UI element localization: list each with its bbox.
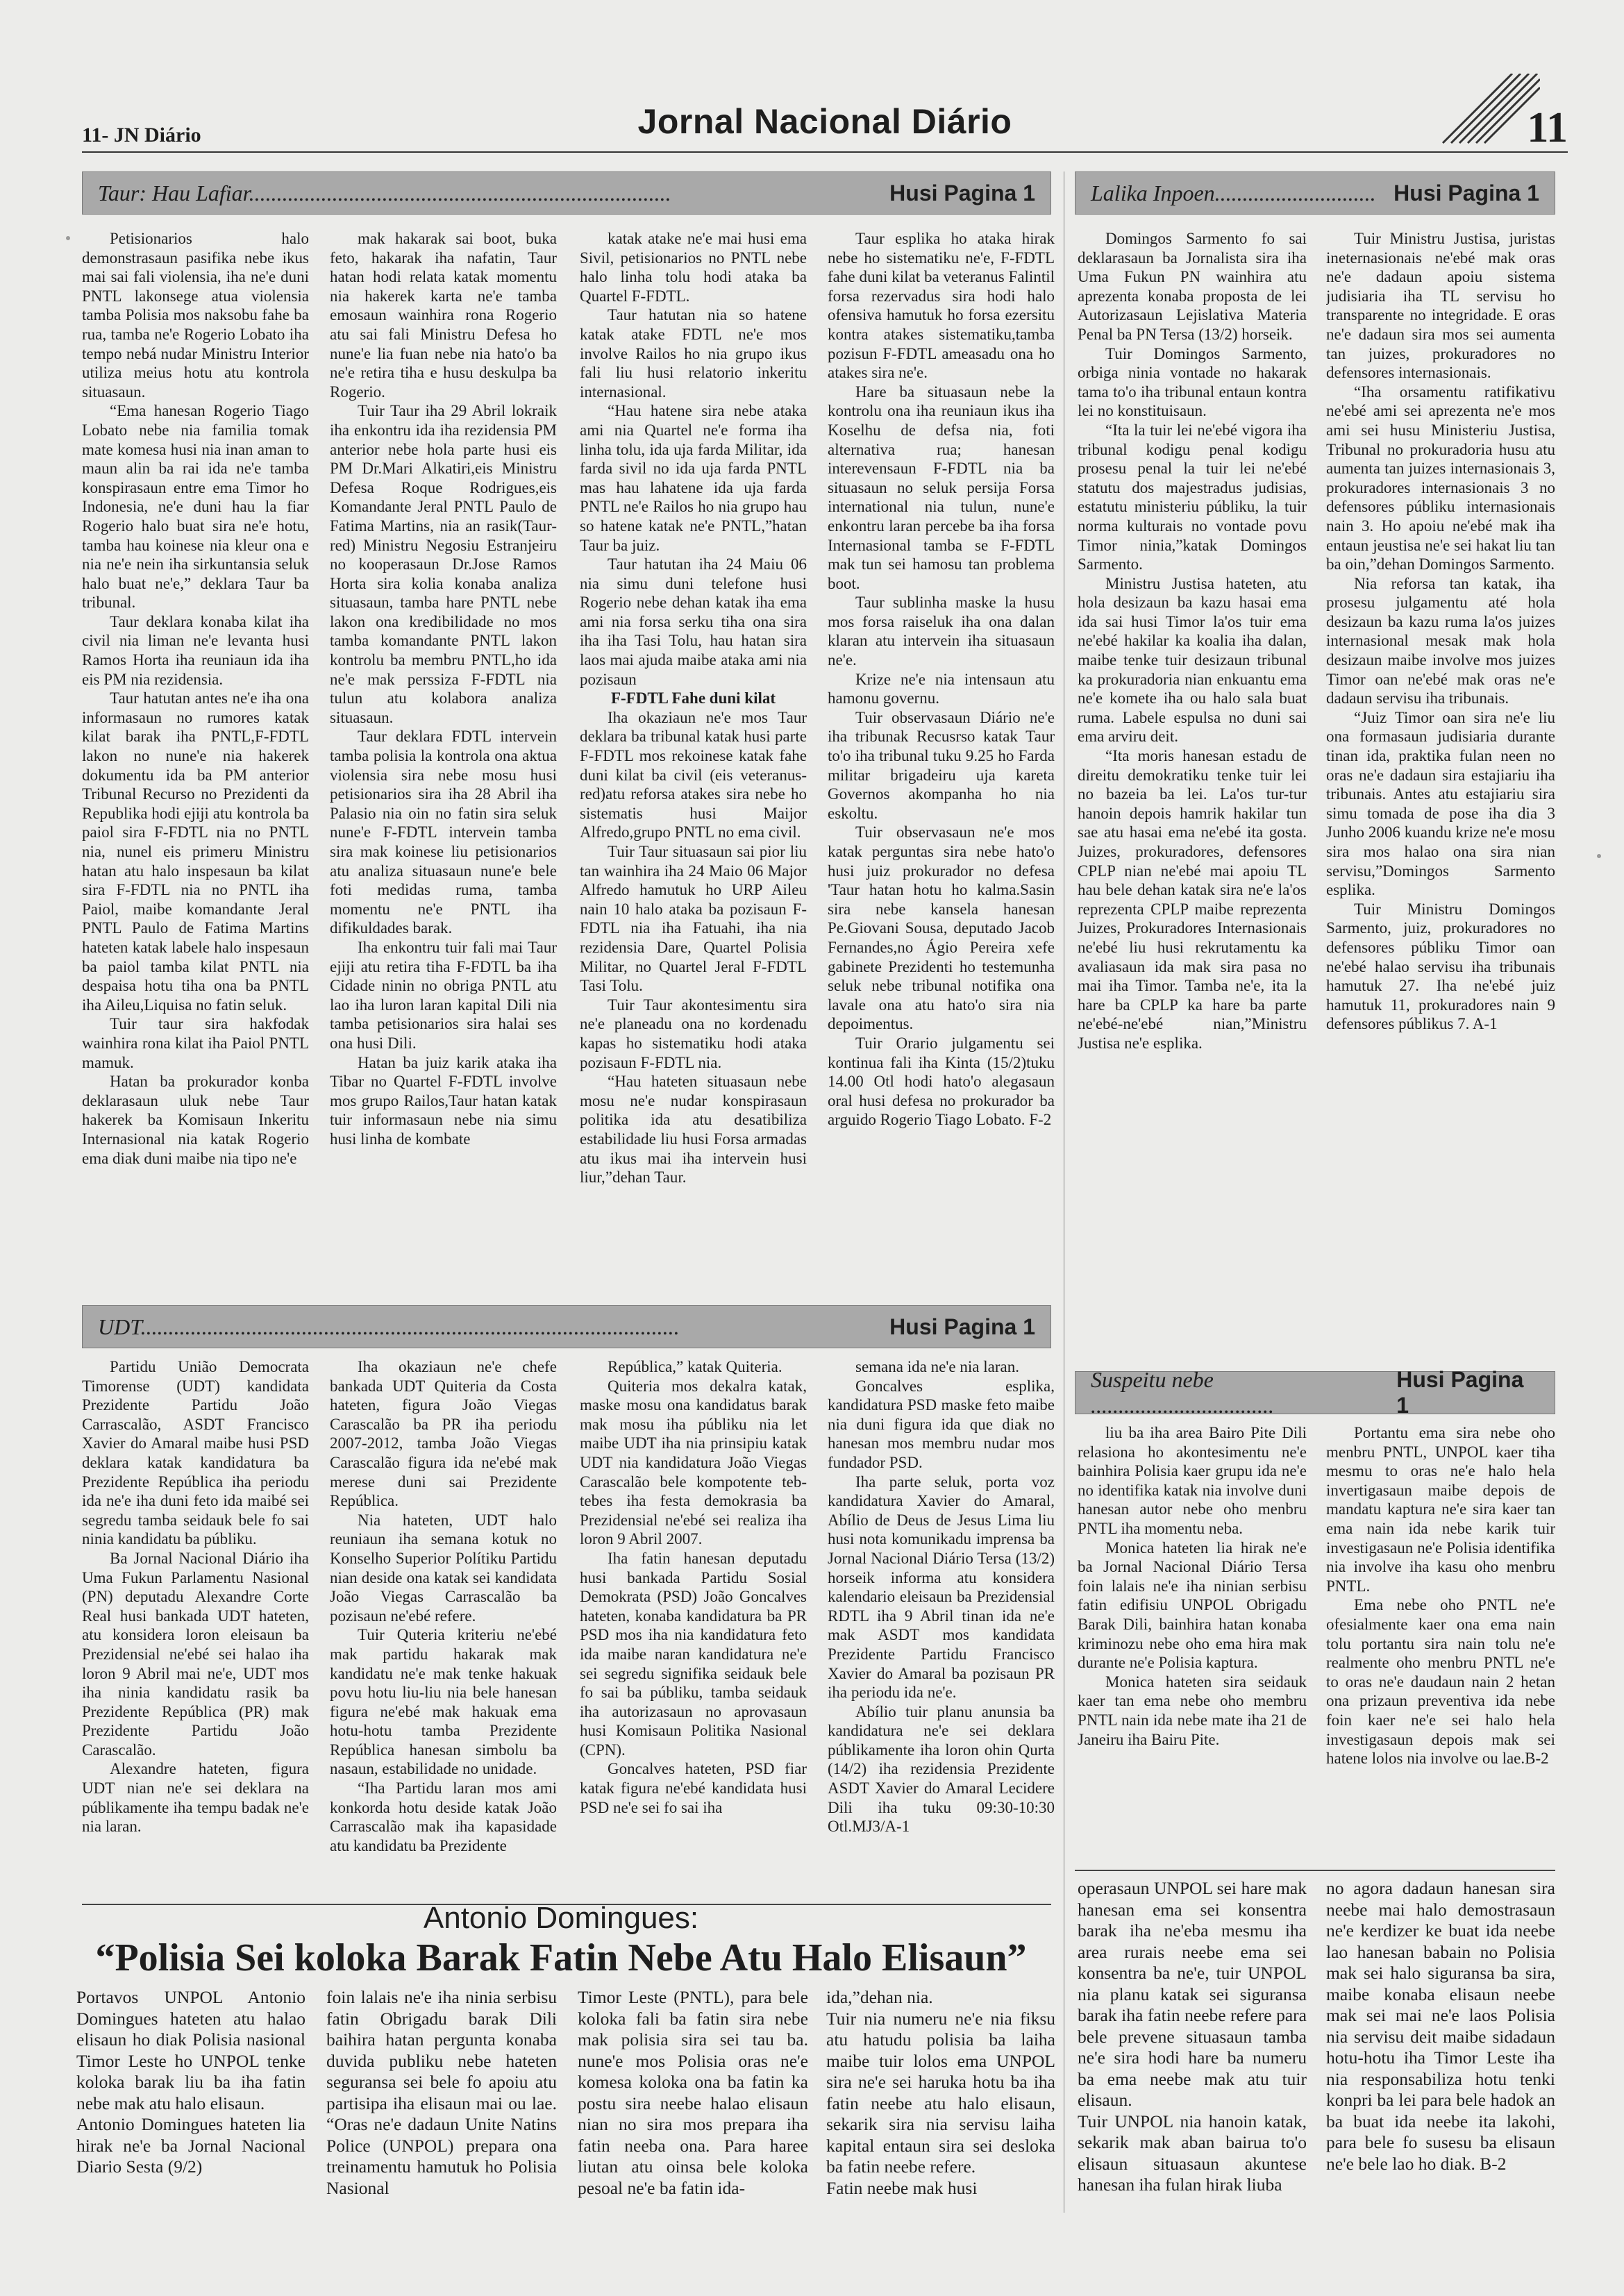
paragraph: Tuir UNPOL nia hanoin katak, sekarik mak aban bairua to'o elisaun situasaun akuntese hanesan iha fulan hirak liuba: [1078, 2111, 1307, 2195]
antonio-name: Antonio Domingues:: [423, 1901, 699, 1935]
masthead: [82, 97, 1568, 151]
paragraph: Goncalves hateten, PSD fiar katak figura ne'ebé kandidata husi PSD ne'e sei fo sai iha: [580, 1760, 807, 1816]
paragraph: Iha fatin hanesan deputadu husi bankada Partidu Sosial Demokrata (PSD) João Goncalves hateten, konaba kandidatura ba PR PSD mos iha nia kandidatura feto ida maibe naran kandidatura ne'e sei segredu signifika seidauk bele fo sai ba públiku, tamba seidauk iha autorizasaun no aprovasaun husi Komisaun Politika Nasional (CPN).: [580, 1549, 807, 1759]
paragraph: Abílio tuir planu anunsia ba kandidatura ne'e sei deklara públikamente iha loron ohin Qurta (14/2) iha rezidensia Prezidente ASDT Xavier do Amaral Lecidere Dili iha tuku 09:30-10:30 Otl.MJ3/A-1: [828, 1702, 1055, 1836]
antonio-headline: “Polisia Sei koloka Barak Fatin Nebe Atu Halo Elisaun”: [95, 1936, 1027, 1979]
paragraph: Iha okaziaun ne'e chefe bankada UDT Quiteria da Costa hateten, figura João Viegas Carascalão ba PR iha periodu 2007-2012, tamba João Viegas Carascalão figura ida ne'ebé mak merese duni sai Prezidente República.: [330, 1358, 557, 1510]
section-link-lalika: Husi Pagina 1: [1393, 180, 1539, 206]
paragraph: Krize ne'e nia intensaun atu hamonu governu.: [828, 670, 1055, 707]
paragraph: Hare ba situasaun nebe la kontrolu ona iha reuniaun ikus iha Koselhu de defsa nia, foti alternativa rua; hanesan interevensaun F-FDTL nia ba situasaun no seluk persija Forsa international nia tulun, nune'e enkontru laran percebe ba iha forsa Internasional tamba se F-FDTL mak tun sei hamosu tan problema boot.: [828, 383, 1055, 592]
paper-name: Jornal Nacional Diário: [637, 102, 1012, 141]
print-speck: [1597, 854, 1601, 858]
paragraph: Petisionarios halo demonstrasaun pasifika nebe ikus mai sai fali violensia, iha ne'e duni PNTL lakonsege atua violensia tamba Polisia mos naksobu fahe ba rua, tamba ne'e Rogerio Lobato iha tempo nebá nudar Ministru Interior utiliza meius hotu atu kontrola situasaun.: [82, 230, 309, 401]
paragraph: Iha parte seluk, porta voz kandidatura Xavier do Amaral, Abílio de Deus de Jesus Lima liu husi nota komunikadu imprensa ba Jornal Nacional Diário Tersa (13/2) horseik informa atu konsidera kalendario eleisaun ba Prezidensial RDTL iha 9 Abril tinan ida ne'e mak ASDT mos kandidata Prezidente Partidu Francisco Xavier do Amaral ba pozisaun PR iha periodu ida ne'e.: [828, 1473, 1055, 1702]
section-title-lalika: Lalika Inpoen.............................: [1091, 180, 1376, 206]
section-bar-udt: [82, 1305, 1051, 1348]
section-title-taur: Taur: Hau Lafiar............................................................................: [98, 180, 671, 206]
paragraph: foin lalais ne'e iha ninia serbisu fatin Obrigadu barak Dili baihira hatan pergunta konaba duvida publiku nebe hateten seguransa sei bele fo apoiu atu partisipa iha elisaun mai ou lae. “Oras ne'e dadaun Unite Natins Police (UNPOL) prepara ona treinamentu hamutuk ho Polisia Nasional: [326, 1987, 557, 2198]
paragraph: Timor Leste (PNTL), para bele koloka fali ba fatin sira nebe mak polisia sira sei tau ba. nune'e mos Polisia oras ne'e komesa koloka ona ba fatin ka postu sira neebe halao elisaun nian no sira mos prepara iha fatin neeba ona. Para haree liutan atu oinsa bele koloka pesoal ne'e ba fatin ida-: [578, 1987, 808, 2198]
paragraph: Nia reforsa tan katak, iha prosesu julgamentu até hola desizaun ba kazu ruma la'os juizes internasional mesak mak hola desizaun maibe involve mos juizes Timor oan ne'ebé mak oras ne'e dadaun servisu iha tribunais.: [1326, 574, 1555, 707]
paragraph: República,” katak Quiteria.: [608, 1358, 782, 1375]
paragraph: Taur esplika ho ataka hirak nebe ho sistematiku ne'e, F-FDTL fahe duni kilat ba veteranus Falintil forsa rezervadus sira hodi halo ofensiva hamutuk ho forsa ezersitu kontra atakes sistematiku,tamba pozisun F-FDTL ameasadu ona ho atakes sira ne'e.: [828, 230, 1055, 382]
section-bar-suspeitu: [1075, 1367, 1555, 1418]
paragraph: “Ita la tuir lei ne'ebé vigora iha tribunal kodigu penal kodigu prosesu penal la tuir lei ne'ebé statutu dos majestradus judisias, estatutu ministeriu públiku, la tuir norma kulturais no vontade povu Timor ninia,”katak Domingos Sarmento.: [1078, 421, 1307, 573]
paragraph: “Iha Partidu laran mos ami konkorda hotu deside katak João Carrascalão mak iha kapasidade atu kandidatu ba Prezidente: [330, 1779, 557, 1854]
taur-column-1: [82, 229, 309, 1291]
udt-column-3: [580, 1357, 807, 1899]
paragraph: Monica hateten lia hirak ne'e ba Jornal Nacional Diário Tersa foin lalais ne'e iha ninian serbisu fatin edifisiu UNPOL Obrigadu Barak Dili, bainhira hatan konaba kriminozu nebe oho ema hira mak durante ne'e Polisia kaptura.: [1078, 1539, 1307, 1672]
paragraph: Tuir Ministru Domingos Sarmento, juiz, prokuradores no defensores públiku Timor oan ne'ebé halao servisu iha tribunais hamutuk 27. Iha ne'ebé juiz hamutuk 11, prokuradores nain 9 defensores públikus 7. A-1: [1326, 900, 1555, 1033]
antonio-column-5: [1078, 1878, 1307, 2211]
paragraph: Taur hatutan antes ne'e iha ona informasaun no rumores katak kilat barak iha PNTL,F-FDTL lakon no nune'e nia hakerek dokumentu ida ba PM anterior Tribunal Recurso no Prezidenti da Republika hodi ejiji atu kontrola ba paiol sira F-FDTL nia no PNTL nia, nunel eis primeru Ministru hatan atu halo inspesaun ba kilat sira F-FDTL nia no PNTL iha Paiol, maibe komandante Jeral PNTL Paulo de Fatima Martins hateten katak labele halo inspesaun ba paiol tamba kilat PNTL nia despaisa hotu tiha ona ba PNTL iha Aileu,Liquisa no fatin seluk.: [82, 689, 309, 1014]
paragraph: “Hau hateten situasaun nebe mosu ne'e nudar konspirasaun politika ida atu desatibiliza estabilidade liu husi Forsa armadas atu ikus mai iha intervein husi liur,”dehan Taur.: [580, 1073, 807, 1187]
taur-column-4: [828, 229, 1055, 1291]
paragraph: ida,”dehan nia.: [826, 1987, 933, 2007]
section-link-taur: Husi Pagina 1: [889, 180, 1035, 206]
taur-column-2: [330, 229, 557, 1291]
masthead-rule: [82, 151, 1568, 153]
section-link-udt: Husi Pagina 1: [889, 1314, 1035, 1339]
paragraph: Taur deklara konaba kilat iha civil nia liman ne'e levanta husi Ramos Horta iha reuniaun ida iha eis PM nia rezidensia.: [82, 612, 309, 688]
paragraph: Nia hateten, UDT halo reuniaun iha semana kotuk no Konselho Superior Polítiku Partidu nian deside ona katak sei kandidata João Viegas Carrascalão ba pozisaun ne'ebé refere.: [330, 1511, 557, 1625]
suspeitu-bottom-rule: [1075, 1870, 1555, 1871]
paragraph: Partidu União Democrata Timorense (UDT) kandidata Prezidente Partidu João Carrascalão, ASDT Francisco Xavier do Amaral maibe husi PSD deklara katak kandidatura ba Prezidente República iha periodu ida ne'e iha duni feto ida maibé sei segredu tamba seidauk bele fo sai ninia kandidatu ba públiku.: [82, 1358, 309, 1548]
paragraph: Hatan ba prokurador konba deklarasaun uluk nebe Taur hakerek ba Komisaun Inkeritu Internasional nia katak Rogerio ema diak duni maibe nia tipo ne'e: [82, 1073, 309, 1167]
taur-column-3: [580, 229, 807, 1291]
antonio-column-1: [76, 1987, 305, 2209]
paragraph: Tuir taur sira hakfodak wainhira rona kilat iha Paiol PNTL mamuk.: [82, 1015, 309, 1071]
paragraph: Taur deklara FDTL intervein tamba polisia la kontrola ona aktua violensia sira nebe mosu husi petisionarios sira iha 28 Abril iha Palasio nia oin no fatin sira seluk nune'e F-FDTL intervein tamba sira mak koinese liu petisionarios atu analiza situasaun nune'e bele foti medidas ruma, tamba momentu ne'e PNTL iha difikuldades barak.: [330, 728, 557, 937]
paragraph: Portavos UNPOL Antonio Domingues hateten atu halao elisaun ho diak Polisia nasional Timor Leste ho UNPOL tenke koloka barak liu ba iha fatin nebe mak atu halo elisaun.: [76, 1987, 305, 2113]
suspeitu-column-1: [1078, 1423, 1307, 1861]
paragraph: Tuir Taur iha 29 Abril lokraik iha enkontru ida iha rezidensia PM anterior nebe hola parte husi eis PM Dr.Mari Alkatiri,eis Ministru Defesa Roque Rodrigues,eis Komandante Jeral PNTL Paulo de Fatima Martins, nia an rasik(Taur-red) Ministru Negosiu Estranjeiru no kooperasaun Dr.Jose Ramos Horta sira kolia konaba analiza situasaun, tamba hare PNTL nebe lakon ona kredibilidade no mos tamba komandante PNTL lakon kontrolu ba membru PNTL,ho ida ne'e mak perssiza F-FDTL nia tulun atu kolabora analiza situasaun.: [330, 402, 557, 726]
paragraph: Ema nebe oho PNTL ne'e ofesialmente kaer ona ema nain tolu portantu sira nain tolu ne'e realmente oho menbru PNTL ne'e to oras ne'e daudaun nain 2 hetan ona prizaun preventiva ida nebe foin kaer ne'e sei halo hela investigasaun depois mak sei hatene lolos nia involve ou lae.B-2: [1326, 1596, 1555, 1768]
paragraph: Iha okaziaun ne'e mos Taur deklara ba tribunal katak husi parte F-FDTL mos rekoinese katak fahe duni kilat ba civil (eis veteranus-red)atu reforsa atakes sira nebe ho sistematis husi Maijor Alfredo,grupo PNTL no ema civil.: [580, 708, 807, 841]
antonio-column-6: [1326, 1878, 1555, 2211]
paragraph: “Ita moris hanesan estadu de direitu demokratiku tenke tuir lei no bazeia ba lei. La'os tur-tur hanoin depois hamrik hakilar tun sae atu hasai ema ne'ebé ita gosta. Juizes, prokuradores, defensores CPLP nian ne'ebé mai apoiu TL hau bele dehan katak sira ne'e la'os reprezenta CPLP maibe reprezenta Juizes, Prokuradores Internasionais ne'ebé liu husi rekrutamentu ka avaliasaun ida mak sira pasa no mai iha Timor. Tamba ne'e, ita la hare ba CPLP ka hare ba parte ne'ebé-ne'ebé nian,”Ministru Justisa ne'e esplika.: [1078, 747, 1307, 1052]
paragraph: Goncalves esplika, kandidatura PSD maske feto maibe nia duni figura ida que diak no hanesan mos membru nudar mos fundador PSD.: [828, 1377, 1055, 1471]
lalika-column-1: [1078, 229, 1307, 1368]
page-tag: 11- JN Diário: [82, 124, 201, 146]
paragraph: operasaun UNPOL sei hare mak hanesan ema sei konsentra barak iha ne'eba mesmu iha area rurais neebe ema sei konsentra ba ne'e, tuir UNPOL nia planu katak sei siguransa barak iha fatin neebe refere para bele prevene situasaun tamba ne'e sira hodi hare ba numeru ba ema neebe mak atu tuir elisaun.: [1078, 1878, 1307, 2110]
paragraph: Tuir Domingos Sarmento, orbiga ninia vontade no hakarak tama to'o iha tribunal entaun kontra lei no konstituisaun.: [1078, 344, 1307, 420]
antonio-column-3: [578, 1987, 808, 2209]
paragraph: Tuir Taur situasaun sai pior liu tan wainhira iha 24 Maio 06 Major Alfredo hamutuk ho URP Aileu nain 10 halo ataka ba pozisaun F-FDTL nia iha Fatuahi, iha nia rezidensia Dare, Quartel Polisia Militar, no Quartel Jeral F-FDTL Tasi Tolu.: [580, 843, 807, 995]
antonio-column-2: [326, 1987, 557, 2209]
paragraph: “Hau hatene sira nebe ataka ami nia Quartel ne'e forma iha linha tolu, ida uja farda Militar, ida farda sivil no ida uja farda PNTL mas hau lahatene ida uja farda PNTL ne'e Railos ho nia grupo hau so hatene katak ne'e PNTL,”hatan Taur ba juiz.: [580, 402, 807, 554]
paragraph: Hatan ba juiz karik ataka iha Tibar no Quartel F-FDTL involve mos grupo Railos,Taur hatan katak tuir informasaun nebe nia simu husi linha de kombate: [330, 1053, 557, 1148]
udt-column-1: [82, 1357, 309, 1899]
paragraph: katak atake ne'e mai husi ema Sivil, petisionarios no PNTL nebe halo linha tolu hodi ataka ba Quartel F-FDTL.: [580, 230, 807, 305]
paragraph: Tuir nia numeru ne'e nia fiksu atu hatudu polisia ba laiha maibe tuir lolos ema UNPOL sira ne'e sei haruka hotu ba iha fatin neebe atu halo elisaun, sekarik sira nia servisu laiha kapital entaun sira sei desloka ba fatin neebe refere.: [826, 2008, 1055, 2177]
paragraph: Tuir Quteria kriteriu ne'ebé mak partidu hakarak mak kandidatu ne'e mak tenke hakuak povu hotu liu-liu nia bele hanesan figura ne'ebé mak hakuak ema hotu-hotu tamba Prezidente República hanesan simbolu ba nasaun, estabilidade no unidade.: [330, 1626, 557, 1778]
paragraph: semana ida ne'e nia laran.: [855, 1358, 1019, 1375]
paragraph: Monica hateten sira seidauk kaer tan ema nebe oho membru PNTL nain ida nebe mate iha 21 de Janeiru iha Bairu Pite.: [1078, 1673, 1307, 1748]
paragraph: Taur hatutan iha 24 Maiu 06 nia simu duni telefone husi Rogerio nebe dehan katak iha ema ami nia forsa serku tiha ona sira iha iha Tasi Tolu, hau hatan sira laos mai ajuda maibe ataka ami nia pozisaun: [580, 555, 807, 688]
paragraph: “Ema hanesan Rogerio Tiago Lobato nebe nia familia tomak mate komesa husi nia inan aman to maun alin ba rai ida ne'e tamba konspirasaun entre ema Timor ho Indonesia, ne'e duni hau la fiar Rogerio halo buat sira ne'e hotu, tamba hau koinese nia kleur ona e nia ne'e nein iha sirkuntansia seluk halo buat ne'e,” deklara Taur ba tribunal.: [82, 402, 309, 612]
paragraph: Iha enkontru tuir fali mai Taur ejiji atu retira tiha F-FDTL ba iha Cidade ninin no obriga PNTL atu lao iha luron laran kapital Dili nia tamba petisionarios sira halai ses ona husi Dili.: [330, 938, 557, 1052]
paragraph: “Iha orsamentu ratifikativu ne'ebé ami sei aprezenta ne'e mos ami sei husu Ministeriu Justisa, Tribunal no prokuradoria husu atu aumenta tan juizes internasionais 3, prokuradores internasionais 3 no defensores públiku internasionais nain 3. Ho apoiu ne'ebé mak iha entaun jeustisa ne'e sei hakat liu tan ba oin,”dehan Domingos Sarmento.: [1326, 383, 1555, 573]
section-bar-taur: [82, 171, 1051, 215]
paragraph: Ministru Justisa hateten, atu hola desizaun ba kazu hasai ema ida sai husi Timor la'os tuir ema ne'ebé hakilar ka koalia iha dalan, maibe tenke tuir desizaun tribunal ka prokuradoria nian enkuantu ema ne'e komete iha ou halo sala buat ruma. Labele espulsa no duni sai ema arviru deit.: [1078, 574, 1307, 746]
paragraph: Antonio Domingues hateten lia hirak ne'e ba Jornal Nacional Diario Sesta (9/2): [76, 2114, 305, 2177]
paragraph: Quiteria mos dekalra katak, maske mosu ona kandidatus barak mak mosu iha públiku nia let maibe UDT iha nia prinsipiu katak UDT nia kandidatura João Viegas Carascalão bele kompotente teb-tebes iha festa demokrasia ba Prezidensial ne'ebé sei realiza iha loron 9 Abril 2007.: [580, 1377, 807, 1548]
paragraph: Fatin neebe mak husi: [826, 2177, 978, 2198]
paragraph: mak hakarak sai boot, buka feto, hakarak iha nafatin, Taur hatan hodi relata katak momentu nia hakerek karta ne'e tamba emosaun wainhira rona Rogerio atu sai fali Ministru Defesa ho nune'e lia fuan nebe nia hato'o ba ne'e retira tiha e husu deskulpa ba Rogerio.: [330, 230, 557, 401]
paragraph: Domingos Sarmento fo sai deklarasaun ba Jornalista sira iha Uma Fukun PN wainhira atu aprezenta konaba proposta de lei Autorizasaun Lejislativa Materia Penal ba PN Tersa (13/2) horseik.: [1078, 230, 1307, 343]
suspeitu-column-2: [1326, 1423, 1555, 1861]
paragraph: Tuir Taur akontesimentu sira ne'e planeadu ona no kordenadu kapas ho sistematiku hodi ataka pozisaun F-FDTL nia.: [580, 996, 807, 1071]
diagonal-stripes-logo: [1436, 74, 1540, 150]
paragraph: Ba Jornal Nacional Diário iha Uma Fukun Parlamentu Nasional (PN) deputadu Alexandre Corte Real husi bankada UDT hateten, atu konsidera loron eleisaun ba Prezidensial ne'ebé sei halao iha loron 9 Abril mai ne'e, UDT mos iha ninia kandidatu rasik ba Prezidente República (PR) mak Prezidente Partidu João Carascalão.: [82, 1549, 309, 1759]
paragraph: no agora dadaun hanesan sira neebe mai halo demostrasaun ne'e kerdizer ke buat ida neebe lao hanesan babain no Polisia mak sei halo siguransa ba sira, maibe konaba elisaun neebe mak sei mai ne'e laos Polisia nia servisu deit maibe sidadaun hotu-hotu iha Timor Leste iha nia responsabiliza hotu tenki konpri ba lei para bele hadok an ba buat ida neebe ita lakohi, para bele fo susesu ba elisaun ne'e bele lao ho diak. B-2: [1326, 1878, 1555, 2174]
paragraph: Taur sublinha maske la husu mos forsa raiseluk iha ona dalan klaran atu intervein iha situasaun ne'e.: [828, 594, 1055, 669]
page-number: 11: [1527, 104, 1568, 151]
paragraph: Alexandre hateten, figura UDT nian ne'e sei deklara na públikamente iha tempu badak ne'e nia laran.: [82, 1760, 309, 1836]
section-title-udt: UDT.................................................................................................: [98, 1314, 680, 1339]
section-bar-lalika: [1075, 171, 1555, 215]
section-title-suspeitu: Suspeitu nebe .................................: [1091, 1367, 1274, 1418]
udt-column-2: [330, 1357, 557, 1899]
antonio-column-4: [826, 1987, 1055, 2209]
paragraph: Tuir observasaun Diário ne'e iha tribunak Recusrso katak Taur to'o iha tribunal tuku 9.25 ho Farda militar brigadeiru uja kareta Governos akompanha ho nia eskoltu.: [828, 708, 1055, 822]
udt-column-4: [828, 1357, 1055, 1899]
paragraph: Tuir observasaun ne'e mos katak perguntas sira nebe hato'o husi juiz prokurador no defesa 'Taur hatan hotu ho kalma.Sasin sira nebe kansela hanesan Pe.Giovani Sousa, deputado Jacob Fernandes,no Ágio Pereira xefe gabinete Prezidenti ho testemunha seluk nebe tribunal notifika ona lavale ona atu hato'o sira nia depoimentus.: [828, 823, 1055, 1033]
paragraph: F-FDTL Fahe duni kilat: [610, 689, 776, 707]
paragraph: Tuir Orario julgamentu sei kontinua fali iha Kinta (15/2)tuku 14.00 Otl hodi hato'o alegasaun oral husi defesa no prokurador ba arguido Rogerio Tiago Lobato. F-2: [828, 1034, 1055, 1129]
paragraph: “Juiz Timor oan sira ne'e liu ona formasaun judisiaria durante tinan ida, praktika fulan neen no oras ne'e dadaun sira estajiariu iha tribunais. Antes atu estajiariu sira simu tomada de pose iha dia 3 Junho 2006 kuandu krize ne'e mosu sira mos halao ona sira nian servisu,”Domingos Sarmento esplika.: [1326, 708, 1555, 899]
print-speck: [66, 236, 70, 240]
paragraph: Tuir Ministru Justisa, juristas ineternasionais ne'ebé mak oras ne'e dadaun apoiu sistema judisiaria iha TL servisu ho transparente no integridade. E oras ne'e dadaun sira mos sei aumenta tan juizes, prokuradores no defensores internasionais.: [1326, 230, 1555, 382]
lalika-column-2: [1326, 229, 1555, 1368]
paragraph: liu ba iha area Bairo Pite Dili relasiona ho akontesimentu ne'e bainhira Polisia kaer grupu ida ne'e no identifika katak nia involve duni hanesan autor nebe oho menbru PNTL iha momentu neba.: [1078, 1424, 1307, 1537]
section-link-suspeitu: Husi Pagina 1: [1396, 1367, 1524, 1418]
paragraph: Portantu ema sira nebe oho menbru PNTL, UNPOL kaer tiha mesmu to oras ne'e halo hela invertigasaun maibe depois de mandatu kaptura ne'e sira kaer tan ema nain ida nebe karik tuir investigasaun ne'e Polisia identifika nia involve iha kasu oho menbru PNTL.: [1326, 1424, 1555, 1595]
paragraph: Taur hatutan nia so hatene katak atake FDTL ne'e mos involve Railos ho nia grupo ikus fali liu husi relatorio inkeritu internasional.: [580, 306, 807, 401]
